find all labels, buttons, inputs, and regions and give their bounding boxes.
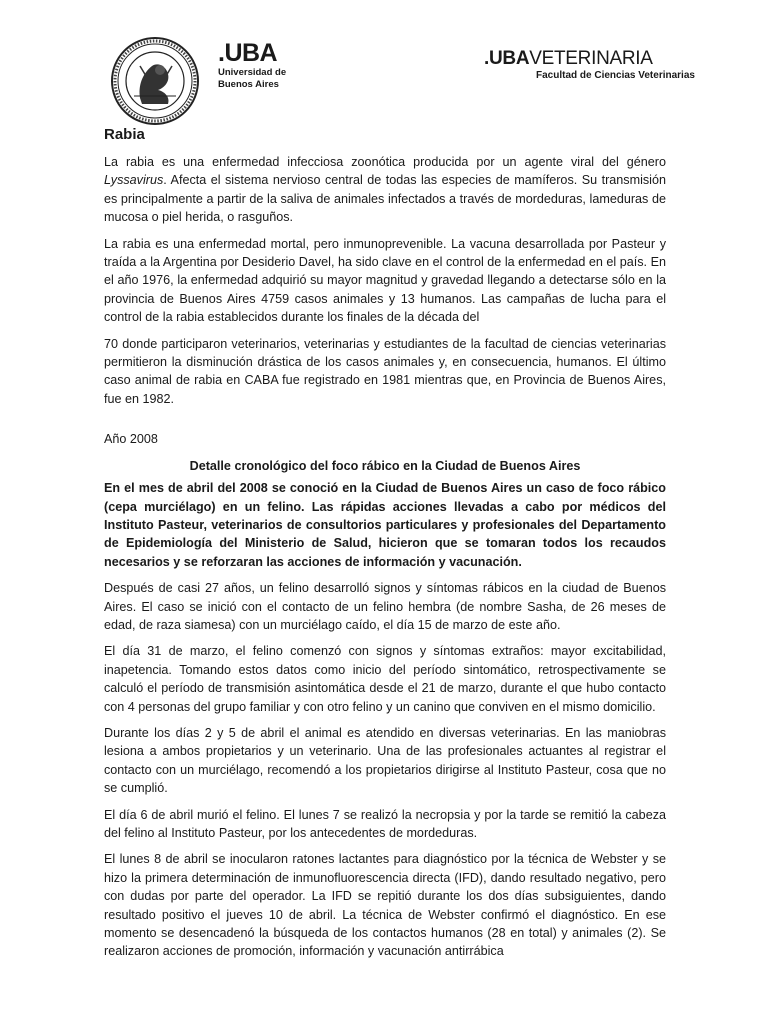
genus-name: Lyssavirus (104, 173, 164, 188)
section-subtitle: Detalle cronológico del foco rábico en la Ciudad de Buenos Aires (189, 458, 581, 473)
paragraph-diagnosis: El lunes 8 de abril se inocularon ratones lactantes para diagnóstico por la técnica de Webster y se hizo la primera determinación de inmunofluorescencia directa (IFD), dando resultado negativo, pero con dudas por parte del operador. La IFD se repitió durante los dos días subsiguientes, dando resultado positivo el jueves 10 de abril. La técnica de Webster confirmó el diagnóstico. En ese momento se desencadenó la búsqueda de los contactos humanos (28 en total) y animales (2). Se realizaron acciones de promoción, información y vacunación antirrábica (104, 852, 666, 959)
paragraph-death: El día 6 de abril murió el felino. El lunes 7 se realizó la necropsia y por la tarde se remitió la cabeza del felino al Instituto Pasteur, por los antecedentes de mordeduras. (104, 807, 666, 840)
paragraph-vaccine: La rabia es una enfermedad mortal, pero inmunoprevenible. La vacuna desarrollada por Pasteur y traída a la Argentina por Desiderio Davel, ha sido clave en el control de la enfermedad en el país. En el año 1976, la enfermedad adquirió su mayor magnitud y gravedad llegando a detectarse sólo en la provincia de Buenos Aires 4759 casos animales y 13 humanos. Las campañas de lucha para el control de la rabia establecidos durante los finales de la década del (104, 236, 666, 325)
vet-logo-mark-bold: .UBA (484, 48, 530, 69)
uba-veterinaria-logo (484, 49, 695, 82)
vet-logo-mark-rest: VETERINARIA (529, 48, 653, 69)
paragraph-symptoms: El día 31 de marzo, el felino comenzó con signos y síntomas extraños: mayor excitabilidad, inapetencia. Tomando estos datos como inicio del período sintomático, retrospectivamente se calculó el período de transmisión asintomática desde el 21 de marzo, durante el que hubo contacto con 4 personas del grupo familiar y con otro felino y un canino que conviven en el mismo domicilio. (104, 644, 666, 714)
university-seal-icon (110, 36, 200, 126)
page-header (0, 0, 768, 110)
vet-logo-mark (484, 49, 695, 69)
document-title: Rabia (104, 126, 145, 143)
paragraph-intro-b: . Afecta el sistema nervioso central de todas las especies de mamíferos. Su transmisión es principalmente a partir de la saliva de animales infectados a través de mordeduras, lameduras de mucosa o piel herida, o rasguños. (104, 173, 666, 225)
paragraph-intro (104, 153, 666, 227)
uba-logo-line-1: Universidad de (218, 67, 287, 78)
document-body (104, 125, 666, 969)
paragraph-decline: 70 donde participaron veterinarios, veterinarias y estudiantes de la facultad de ciencias veterinarias permitieron la disminución drástica de los casos animales y, en consecuencia, humanos. El último caso animal de rabia en CABA fue registrado en 1981 mientras que, en Provincia de Buenos Aires, fue en 1982. (104, 336, 666, 406)
vet-logo-subtitle: Facultad de Ciencias Veterinarias (536, 70, 695, 81)
uba-logo (218, 40, 286, 90)
year-heading: Año 2008 (104, 432, 158, 447)
paragraph-veterinary-visits: Durante los días 2 y 5 de abril el animal es atendido en diversas veterinarias. En las maniobras lesiona a ambos propietarios y un veterinario. Una de las profesionales actuantes al registrar el contacto con un murciélago, recomendó a los propietarios dirigirse al Instituto Pasteur, cosa que no se cumplió. (104, 725, 666, 796)
paragraph-case-start: Después de casi 27 años, un felino desarrolló signos y síntomas rábicos en la ciudad de Buenos Aires. El caso se inició con el contacto de un felino hembra (de nombre Sasha, de 26 meses de edad, de raza siamesa) con un murciélago caído, el día 15 de marzo de este año. (104, 581, 666, 632)
paragraph-intro-a: La rabia es una enfermedad infecciosa zoonótica producida por un agente viral del género (104, 155, 666, 169)
uba-logo-mark: .UBA (218, 39, 278, 67)
uba-logo-line-2: Buenos Aires (218, 79, 279, 90)
paragraph-summary: En el mes de abril del 2008 se conoció en la Ciudad de Buenos Aires un caso de foco rábico (cepa murciélago) en un felino. Las rápidas acciones llevadas a cabo por médicos del Instituto Pasteur, veterinarios de consultorios particulares y profesionales del Departamento de Epidemiología del Ministerio de Salud, hicieron que se tomaran todos los recaudos necesarios y se reforzaran las acciones de información y vacunación. (104, 481, 666, 569)
